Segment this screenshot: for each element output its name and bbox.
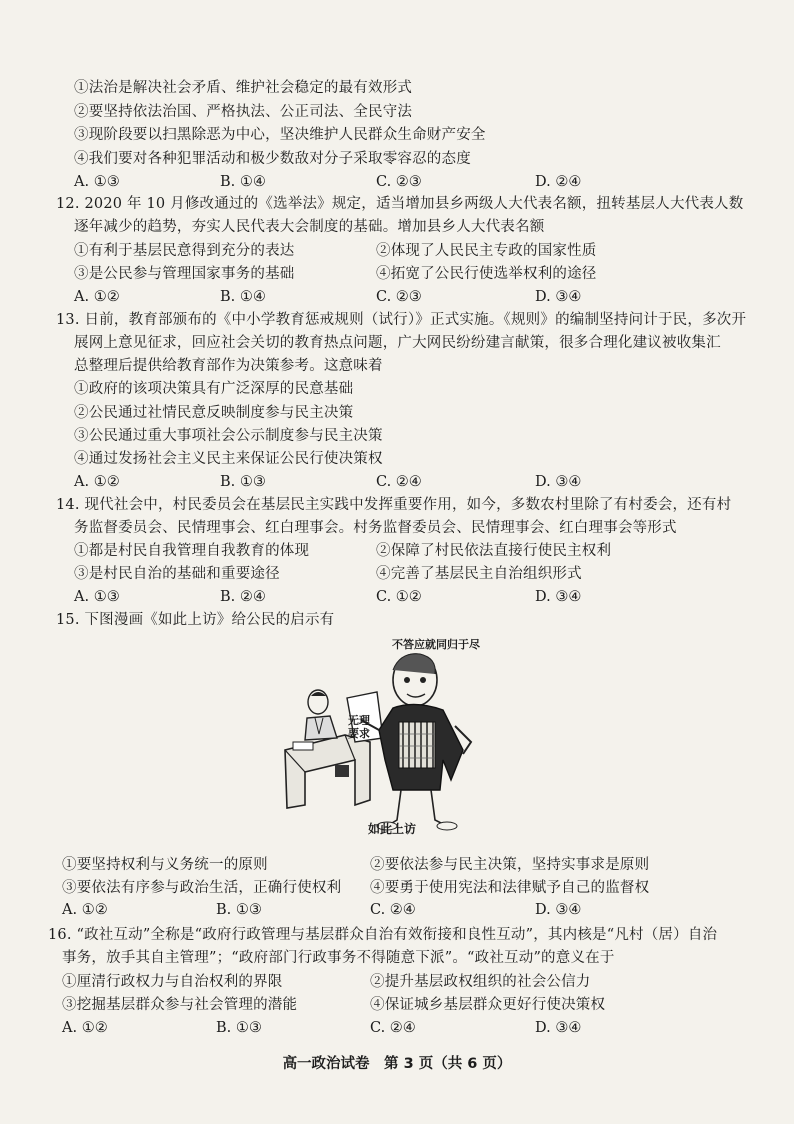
q12-stem-line-1: 12. 2020 年 10 月修改通过的《选举法》规定，适当增加县乡两级人大代表名额，扭转基层人大代表人数 xyxy=(56,196,744,212)
cartoon-illustration xyxy=(275,630,515,840)
q16-stem-line-1: 16. “政社互动”全称是“政府行政管理与基层群众自治有效衔接和良性互动”，其内核是“凡村（居）自治 xyxy=(48,927,718,943)
q13-option-c: C. ②④ xyxy=(376,474,422,490)
q14-statement-3: ③是村民自治的基础和重要途径 xyxy=(74,566,280,582)
q12-statement-4: ④拓宽了公民行使选举权利的途径 xyxy=(376,266,597,282)
q12-option-b: B. ①④ xyxy=(220,289,266,305)
q13-stem-line-1: 13. 日前，教育部颁布的《中小学教育惩戒规则（试行）》正式实施。《规则》的编制坚持问计于民，多次开 xyxy=(56,312,747,328)
q13-option-a: A. ①② xyxy=(74,474,120,490)
q14-option-d: D. ③④ xyxy=(535,589,582,605)
q14-statement-2: ②保障了村民依法直接行使民主权利 xyxy=(376,543,612,559)
q12-statement-2: ②体现了人民民主专政的国家性质 xyxy=(376,243,597,259)
q11-option-b: B. ①④ xyxy=(220,174,266,190)
q12-option-c: C. ②③ xyxy=(376,289,422,305)
q12-option-a: A. ①② xyxy=(74,289,120,305)
q13-stem-line-2: 展网上意见征求，回应社会关切的教育热点问题，广大网民纷纷建言献策，很多合理化建议被收集汇 xyxy=(74,335,721,351)
q11-statement-3: ③现阶段要以扫黑除恶为中心，坚决维护人民群众生命财产安全 xyxy=(74,127,486,143)
q11-option-c: C. ②③ xyxy=(376,174,422,190)
q12-statement-3: ③是公民参与管理国家事务的基础 xyxy=(74,266,295,282)
q15-statement-1: ①要坚持权利与义务统一的原则 xyxy=(62,857,268,873)
q13-statement-1: ①政府的该项决策具有广泛深厚的民意基础 xyxy=(74,381,354,397)
page-footer: 高一政治试卷 第 3 页（共 6 页） xyxy=(282,1056,512,1072)
q11-option-d: D. ②④ xyxy=(535,174,582,190)
q16-option-d: D. ③④ xyxy=(535,1020,582,1036)
q14-option-b: B. ②④ xyxy=(220,589,266,605)
q16-statement-1: ①厘清行政权力与自治权利的界限 xyxy=(62,974,283,990)
q16-statement-2: ②提升基层政权组织的社会公信力 xyxy=(370,974,591,990)
q16-statement-3: ③挖掘基层群众参与社会管理的潜能 xyxy=(62,997,298,1013)
q15-option-a: A. ①② xyxy=(62,902,108,918)
q11-statement-1: ①法治是解决社会矛盾、维护社会稳定的最有效形式 xyxy=(74,80,413,96)
q11-statement-4: ④我们要对各种犯罪活动和极少数敌对分子采取零容忍的态度 xyxy=(74,151,471,167)
q13-statement-2: ②公民通过社情民意反映制度参与民主决策 xyxy=(74,405,354,421)
q14-option-c: C. ①② xyxy=(376,589,422,605)
q12-statement-1: ①有利于基层民意得到充分的表达 xyxy=(74,243,295,259)
q16-stem-line-2: 事务，放手其自主管理”；“政府部门行政事务不得随意下派”。“政社互动”的意义在于 xyxy=(62,950,615,966)
q15-option-d: D. ③④ xyxy=(535,902,582,918)
q14-statement-4: ④完善了基层民主自治组织形式 xyxy=(376,566,582,582)
q13-stem-line-3: 总整理后提供给教育部作为决策参考。这意味着 xyxy=(74,358,383,374)
q15-option-c: C. ②④ xyxy=(370,902,416,918)
q13-statement-3: ③公民通过重大事项社会公示制度参与民主决策 xyxy=(74,428,383,444)
cartoon-paper-text: 无理要求 xyxy=(348,714,370,740)
cartoon-caption: 如此上访 xyxy=(368,822,417,836)
q15-statement-2: ②要依法参与民主决策，坚持实事求是原则 xyxy=(370,857,650,873)
q13-option-b: B. ①③ xyxy=(220,474,266,490)
q11-statement-2: ②要坚持依法治国、严格执法、公正司法、全民守法 xyxy=(74,104,413,120)
q15-statement-3: ③要依法有序参与政治生活，正确行使权利 xyxy=(62,880,342,896)
q15-option-b: B. ①③ xyxy=(216,902,262,918)
q16-statement-4: ④保证城乡基层群众更好行使决策权 xyxy=(370,997,606,1013)
q15-stem: 15. 下图漫画《如此上访》给公民的启示有 xyxy=(56,612,335,628)
q11-option-a: A. ①③ xyxy=(74,174,120,190)
q15-statement-4: ④要勇于使用宪法和法律赋予自己的监督权 xyxy=(370,880,650,896)
q14-stem-line-2: 务监督委员会、民情理事会、红白理事会。村务监督委员会、民情理事会、红白理事会等形式 xyxy=(74,520,677,536)
q16-option-a: A. ①② xyxy=(62,1020,108,1036)
q14-statement-1: ①都是村民自我管理自我教育的体现 xyxy=(74,543,310,559)
q16-option-c: C. ②④ xyxy=(370,1020,416,1036)
q16-option-b: B. ①③ xyxy=(216,1020,262,1036)
q12-stem-line-2: 逐年减少的趋势，夯实人民代表大会制度的基础。增加县乡人大代表名额 xyxy=(74,219,545,235)
cartoon-speech-text: 不答应就同归于尽 xyxy=(392,638,480,651)
q13-statement-4: ④通过发扬社会主义民主来保证公民行使决策权 xyxy=(74,451,383,467)
q12-option-d: D. ③④ xyxy=(535,289,582,305)
q13-option-d: D. ③④ xyxy=(535,474,582,490)
q14-stem-line-1: 14. 现代社会中，村民委员会在基层民主实践中发挥重要作用，如今，多数农村里除了有村委会，还有村 xyxy=(56,497,732,513)
q14-option-a: A. ①③ xyxy=(74,589,120,605)
